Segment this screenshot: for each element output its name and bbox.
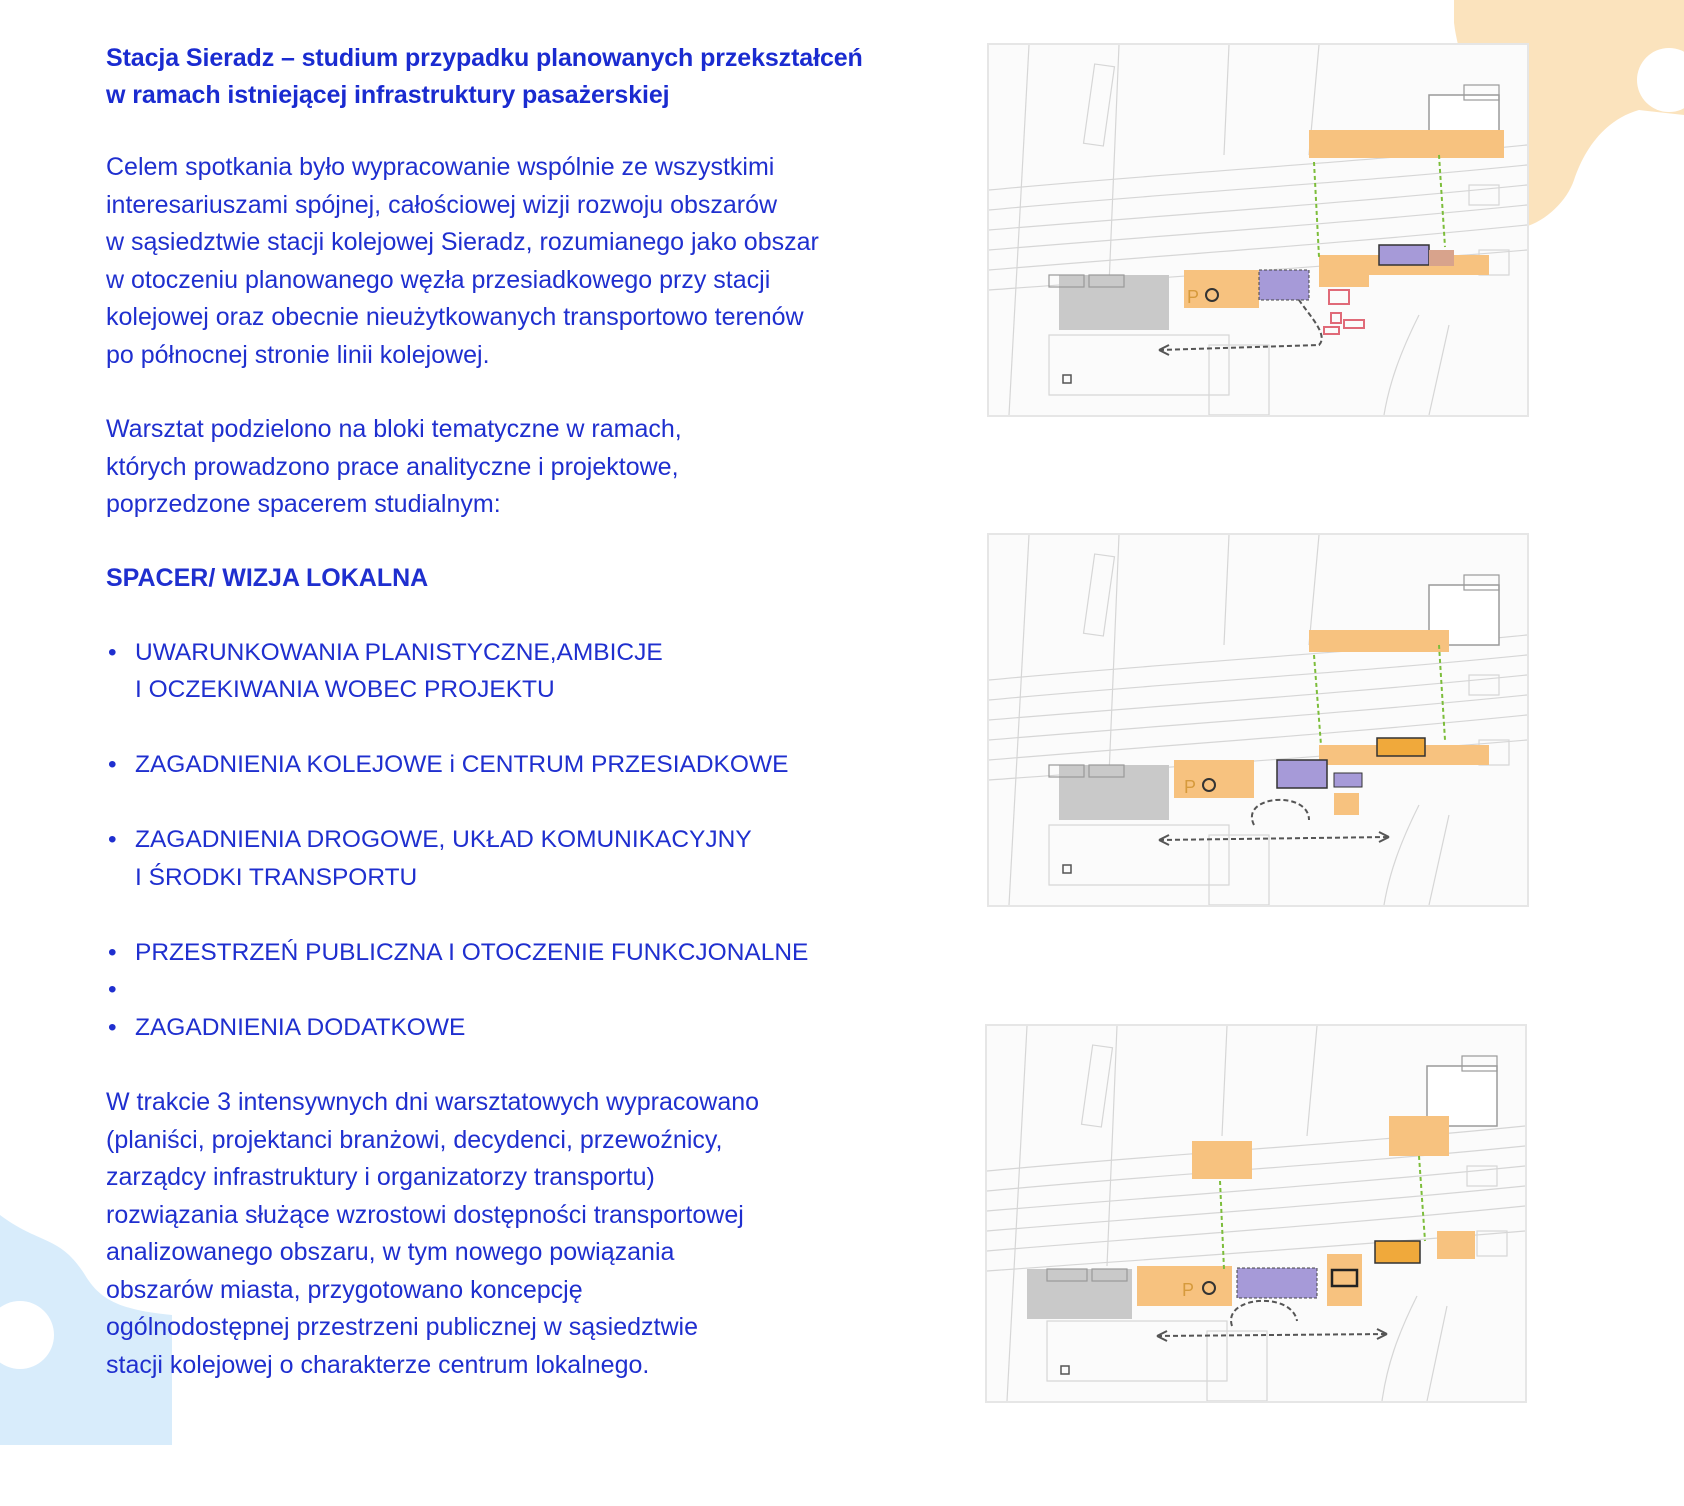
topic-text: ZAGADNIENIA DODATKOWE xyxy=(135,1013,466,1041)
title-line: Stacja Sieradz – studium przypadku planowanych przekształceń xyxy=(106,44,863,72)
topic-item xyxy=(106,634,946,672)
topic-item xyxy=(106,934,946,972)
topic-item-empty xyxy=(106,971,946,1009)
bullet-icon: • xyxy=(108,1013,117,1041)
bullet-icon: • xyxy=(108,638,117,666)
topic-item-continuation xyxy=(106,671,946,709)
workshop-line: Warsztat podzielono na bloki tematyczne w ramach, xyxy=(106,415,682,443)
topic-text: PRZESTRZEŃ PUBLICZNA I OTOCZENIE FUNKCJONALNE xyxy=(135,938,809,966)
text-column xyxy=(106,40,946,1384)
station-concept-map-1 xyxy=(987,43,1529,417)
summary-line: W trakcie 3 intensywnych dni warsztatowych wypracowano xyxy=(106,1088,760,1116)
summary-line: stacji kolejowej o charakterze centrum lokalnego. xyxy=(106,1350,650,1379)
bullet-icon: • xyxy=(108,826,117,853)
workshop-paragraph xyxy=(106,411,946,524)
summary-line: ogólnodostępnej przestrzeni publicznej w sąsiedztwie xyxy=(106,1313,699,1341)
topic-text: ZAGADNIENIA KOLEJOWE i CENTRUM PRZESIADKOWE xyxy=(135,751,789,778)
station-concept-map-2 xyxy=(987,533,1529,907)
topic-item xyxy=(106,1009,946,1047)
intro-line: kolejowej oraz obecnie nieużytkowanych transportowo terenów xyxy=(106,303,804,331)
bullet-icon: • xyxy=(108,976,117,1003)
parking-label: P xyxy=(1182,1280,1195,1300)
parking-label: P xyxy=(1184,777,1197,797)
topics-list xyxy=(106,634,946,1047)
topic-item xyxy=(106,746,946,784)
page-title xyxy=(106,40,946,114)
intro-line: interesariuszami spójnej, całościowej wizji rozwoju obszarów xyxy=(106,190,778,219)
topic-text: I OCZEKIWANIA WOBEC PROJEKTU xyxy=(135,676,555,703)
bullet-icon: • xyxy=(108,751,117,778)
topic-text: ZAGADNIENIA DROGOWE, UKŁAD KOMUNIKACYJNY xyxy=(135,826,752,853)
intro-line: Celem spotkania było wypracowanie wspólnie ze wszystkimi xyxy=(106,153,775,181)
topic-item-continuation xyxy=(106,859,946,897)
station-concept-map-3 xyxy=(985,1024,1527,1403)
summary-line: obszarów miasta, przygotowano koncepcję xyxy=(106,1275,583,1304)
section-heading: SPACER/ WIZJA LOKALNA xyxy=(106,563,429,592)
parking-label: P xyxy=(1187,287,1200,307)
bullet-icon: • xyxy=(108,938,117,966)
summary-line: zarządcy infrastruktury i organizatorzy transportu) xyxy=(106,1163,655,1191)
topic-text xyxy=(135,976,142,1003)
summary-line: analizowanego obszaru, w tym nowego powiązania xyxy=(106,1238,675,1266)
summary-line: (planiści, projektanci branżowi, decydenci, przewoźnicy, xyxy=(106,1125,723,1154)
intro-paragraph xyxy=(106,149,946,374)
workshop-line: poprzedzone spacerem studialnym: xyxy=(106,490,501,518)
intro-line: w otoczeniu planowanego węzła przesiadkowego przy stacji xyxy=(106,265,771,294)
topic-text: UWARUNKOWANIA PLANISTYCZNE,AMBICJE xyxy=(135,638,663,666)
workshop-line: których prowadzono prace analityczne i projektowe, xyxy=(106,452,679,481)
topic-text: I ŚRODKI TRANSPORTU xyxy=(135,863,418,891)
title-line: w ramach istniejącej infrastruktury pasażerskiej xyxy=(106,81,670,109)
summary-paragraph xyxy=(106,1084,946,1384)
summary-line: rozwiązania służące wzrostowi dostępności transportowej xyxy=(106,1200,744,1229)
intro-line: w sąsiedztwie stacji kolejowej Sieradz, rozumianego jako obszar xyxy=(106,228,819,256)
intro-line: po północnej stronie linii kolejowej. xyxy=(106,340,490,369)
topic-item xyxy=(106,821,946,859)
